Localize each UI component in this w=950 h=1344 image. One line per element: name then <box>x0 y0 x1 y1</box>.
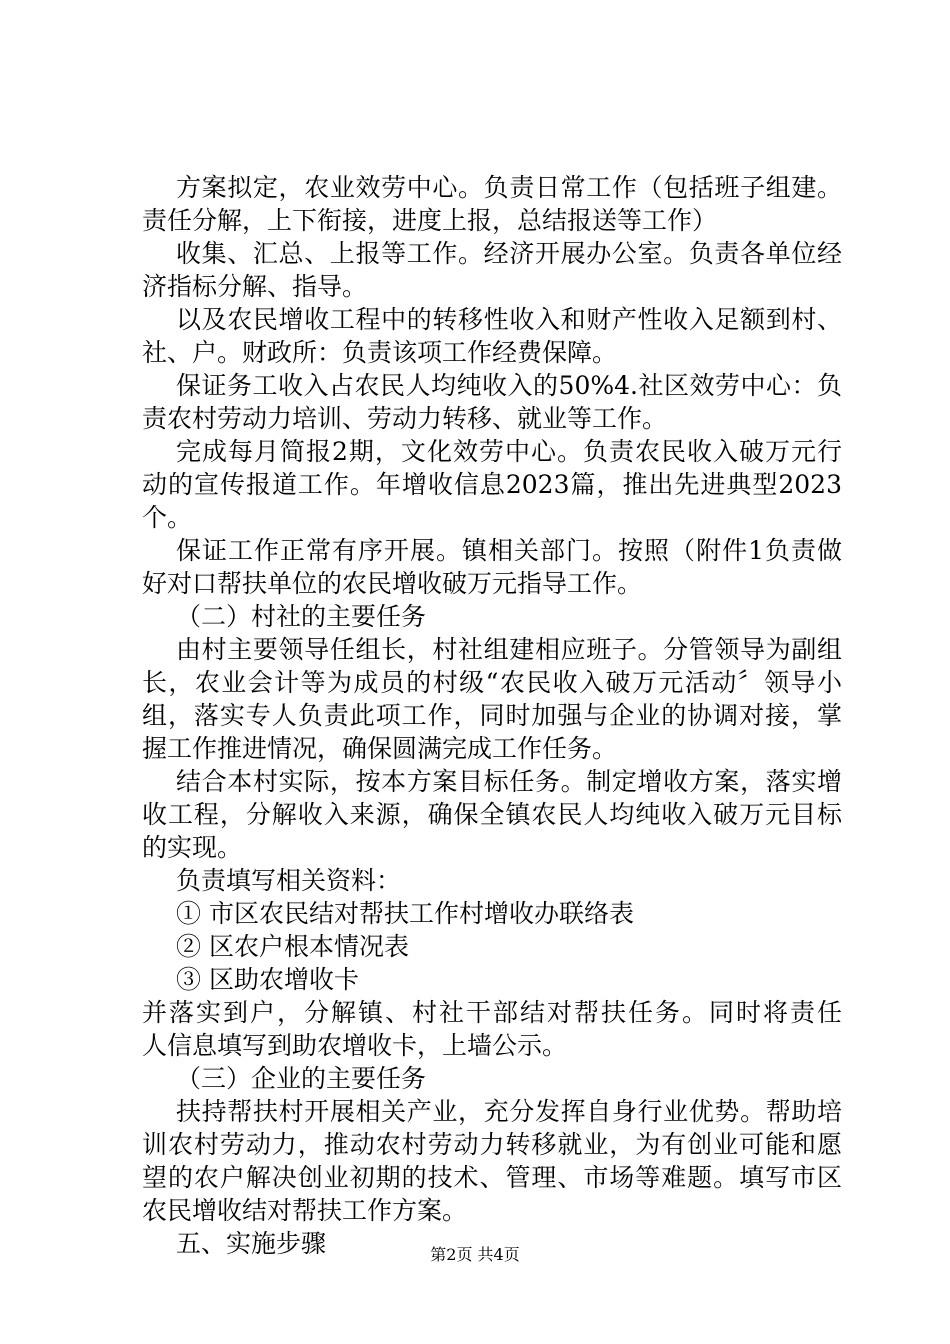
paragraph-line: 长，农业会计等为成员的村级“农民收入破万元活动〞领导小 <box>142 668 842 697</box>
paragraph-line: 由村主要领导任组长，村社组建相应班子。分管领导为副组 <box>176 635 842 664</box>
page-number-footer: 第2页 共4页 <box>430 1245 520 1264</box>
paragraph-line: 望的农户解决创业初期的技术、管理、市场等难题。填写市区 <box>142 1163 842 1192</box>
section-heading: （二）村社的主要任务 <box>176 602 427 631</box>
paragraph-line: 保证工作正常有序开展。镇相关部门。按照（附件1负责做 <box>176 536 842 565</box>
paragraph-line: 以及农民增收工程中的转移性收入和财产性收入足额到村、 <box>176 305 842 334</box>
paragraph-line: 收工程，分解收入来源，确保全镇农民人均纯收入破万元目标 <box>142 800 842 829</box>
paragraph-line: 完成每月简报2期，文化效劳中心。负责农民收入破万元行 <box>176 437 842 466</box>
paragraph-line: 动的宣传报道工作。年增收信息2023篇，推出先进典型2023 <box>142 470 842 499</box>
paragraph-line: 责任分解，上下衔接，进度上报，总结报送等工作） <box>142 206 718 235</box>
section-heading: （三）企业的主要任务 <box>176 1064 427 1093</box>
paragraph-line: 组，落实专人负责此项工作，同时加强与企业的协调对接，掌 <box>142 701 842 730</box>
list-item: ③ 区助农增收卡 <box>176 965 359 994</box>
paragraph-line: 个。 <box>142 503 193 532</box>
paragraph-line: 农民增收结对帮扶工作方案。 <box>142 1196 468 1225</box>
list-item: ① 市区农民结对帮扶工作村增收办联络表 <box>176 899 634 928</box>
paragraph-line: 责农村劳动力培训、劳动力转移、就业等工作。 <box>142 404 668 433</box>
paragraph-line: 并落实到户，分解镇、村社干部结对帮扶任务。同时将责任 <box>142 998 842 1027</box>
section-heading: 五、实施步骤 <box>176 1229 327 1258</box>
paragraph-line: 方案拟定，农业效劳中心。负责日常工作（包括班子组建。 <box>176 173 842 202</box>
paragraph-line: 济指标分解、指导。 <box>142 272 368 301</box>
paragraph-line: 好对口帮扶单位的农民增收破万元指导工作。 <box>142 569 643 598</box>
list-item: ② 区农户根本情况表 <box>176 932 409 961</box>
paragraph-line: 收集、汇总、上报等工作。经济开展办公室。负责各单位经 <box>176 239 842 268</box>
paragraph-line: 握工作推进情况，确保圆满完成工作任务。 <box>142 734 618 763</box>
paragraph-line: 扶持帮扶村开展相关产业，充分发挥自身行业优势。帮助培 <box>176 1097 842 1126</box>
paragraph-line: 保证务工收入占农民人均纯收入的50%4.社区效劳中心：负 <box>176 371 842 400</box>
paragraph-line: 人信息填写到助农增收卡，上墙公示。 <box>142 1031 568 1060</box>
paragraph-line: 负责填写相关资料： <box>176 866 402 895</box>
paragraph-line: 训农村劳动力，推动农村劳动力转移就业，为有创业可能和愿 <box>142 1130 842 1159</box>
paragraph-line: 社、户。财政所：负责该项工作经费保障。 <box>142 338 618 367</box>
paragraph-line: 的实现。 <box>142 833 243 862</box>
paragraph-line: 结合本村实际，按本方案目标任务。制定增收方案，落实增 <box>176 767 842 796</box>
